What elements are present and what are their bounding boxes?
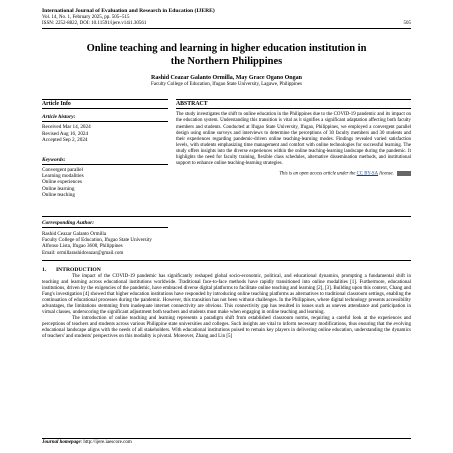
- article-info: [42, 99, 168, 198]
- journal-name: International Journal of Evaluation and Research in Education (IJERE): [42, 8, 215, 14]
- keyword: Online learning: [42, 185, 75, 192]
- keywords-rule: [42, 164, 168, 165]
- license-line: [176, 171, 411, 177]
- section-number: 1.: [42, 266, 47, 273]
- corresponding-rule: [42, 216, 411, 217]
- keyword: Learning modalities: [42, 173, 84, 180]
- corresponding-sub-rule: [42, 227, 168, 228]
- introduction-body: [42, 274, 411, 341]
- cc-license-icon: [397, 171, 411, 176]
- history-heading: Article history:: [42, 114, 76, 121]
- footer-rule: [42, 438, 411, 439]
- section-heading: [42, 267, 411, 273]
- history-item: Revised Aug 16, 2024: [42, 130, 89, 137]
- issn-row: [42, 21, 411, 27]
- license-prefix: This is an open access article under the: [279, 171, 357, 177]
- section-rule: [42, 260, 411, 261]
- paper-title: [42, 43, 411, 68]
- keywords-block: [42, 157, 168, 198]
- keyword: Online experiences: [42, 179, 82, 186]
- volume-info: Vol. 14, No. 1, February 2025, pp. 505~515: [42, 15, 130, 20]
- history-item: Received Mar 14, 2024: [42, 124, 91, 131]
- info-abstract-section: [42, 99, 411, 198]
- history-rule: [42, 121, 168, 122]
- footer-label: Journal homepage: [42, 440, 81, 445]
- license-suffix: license.: [378, 171, 394, 177]
- history-item: Accepted Sep 2, 2024: [42, 136, 88, 143]
- header-rule: [42, 28, 411, 29]
- corresponding-faculty: Faculty College of Education, Ifugao State University: [42, 237, 152, 244]
- footer: [42, 440, 132, 445]
- title-line: Online teaching and learning in higher education institution in: [86, 43, 367, 55]
- corresponding-details: [42, 231, 411, 256]
- keyword: Convergent parallel: [42, 167, 83, 174]
- keywords-list: [42, 167, 168, 198]
- footer-url[interactable]: : http://ijere.iaescore.com: [80, 440, 132, 445]
- abstract-column: [176, 99, 411, 198]
- paragraph: The impact of the COVID-19 pandemic has significantly reshaped global socio-economic, political, and educational dynamics, prompting a fundamental shift in teaching and learning across educational institutions worldwide. Traditional face-to-face methods have rapidly transitioned into online modalities [1]. Furthermore, educational institutions, driven by the exigencies of the pandemic, have embraced diverse digital platforms to facilitate online teaching and learning [2], [3]. Building upon this context, Chang and Fang's investigation [4] showed that higher education institutions have responded by introducing online teaching platforms as alternatives to traditional classroom settings, enabling the continuation of educational processes during the pandemic. However, this transition has not been without challenges. In the Philippines, where digital technology presents accessibility advantages, the limitations stemming from inadequate internet connectivity are obvious. This connectivity gap has resulted in issues such as uneven attendance and participation in virtual classes, underscoring the significant adjustment both teachers and students must make when engaging in online teaching and learning.: [42, 273, 411, 316]
- abstract-text: The study investigates the shift to online education in the Philippines due to the COVID-19 pandemic and its impact on the education system. Understanding this transition is vital as it signifies a significant adaptation affecting both faculty members and students. Conducted at Ifugao State University, Ifugao, Philippines, we employed a convergent parallel design using online surveys and interviews to determine the perceptions of 30 faculty members and 30 students and their experiences regarding pandemic-driven online teaching-learning modes. Findings revealed varied satisfaction levels, with students emphasizing time management and comfort with online technologies for successful learning. The study offers insights into the diverse experiences within the online teaching-learning landscape during the pandemic. It highlights the need for faculty training, flexible class schedules, alternative dissemination methods, and institutional support to enhance online teaching-learning strategies.: [176, 112, 411, 166]
- page-number: 505: [403, 21, 411, 27]
- history-list: [42, 124, 168, 143]
- article-info-heading: Article Info: [42, 99, 168, 109]
- corresponding-email[interactable]: Email: ormillarashidceazar@gmail.com: [42, 249, 124, 256]
- abstract-heading: ABSTRACT: [176, 99, 411, 109]
- license-link[interactable]: CC BY-SA: [356, 171, 379, 177]
- affiliation: Faculty College of Education, Ifugao State University, Lagawe, Philippines: [151, 82, 302, 88]
- corresponding-name: Rashid Ceazar Galanto Ormilla: [42, 231, 107, 238]
- issn-doi: ISSN: 2252-8822, DOI: 10.11591/ijere.v14i1.30561: [42, 21, 147, 27]
- paragraph: The introduction of online teaching and learning represents a paradigm shift from established classroom norms, requiring a careful look at the experiences and perceptions of teachers and students across various Philippine state universities and colleges. Such insights are vital to inform necessary modifications, thus ensuring that the evolving educational landscape aligns with the needs of all stakeholders. With educational institutions poised to remain key players in delivering online education, understanding the dynamics of teachers' and students' perspectives on this modality is pivotal. Moreover, Zhang and Lin [5]: [42, 316, 411, 340]
- keyword: Online teaching: [42, 191, 75, 198]
- corresponding-address: Alfonso Lista, Ifugao 3608, Philippines: [42, 243, 123, 250]
- title-line: the Northern Philippines: [170, 55, 283, 67]
- section-title: INTRODUCTION: [56, 266, 101, 273]
- authors: Rashid Ceazar Galanto Ormilla, May Grace Ogano Ongan: [151, 75, 302, 82]
- keywords-heading: Keywords:: [42, 157, 66, 164]
- corresponding-heading: Corresponding Author:: [42, 220, 95, 227]
